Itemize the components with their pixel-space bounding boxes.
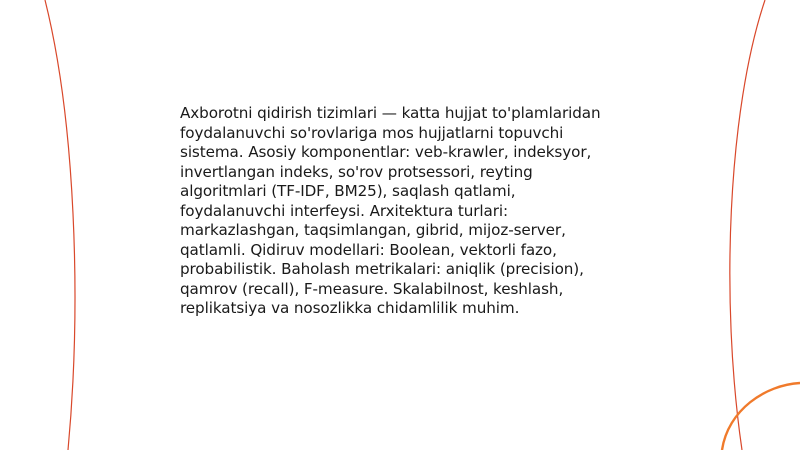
left-arc-decoration bbox=[45, 0, 75, 450]
slide-body-text: Axborotni qidirish tizimlari — katta hujjat to'plamlaridan foydalanuvchi so'rovlariga mos hujjatlarni topuvchi sistema. Asosiy komponentlar: veb-krawler, indeksyor, invertlangan indeks, so'rov protsessori, reyting algoritmlari (TF-IDF, BM25), saqlash qatlami, foydalanuvchi interfeysi. Arxitektura turlari: markazlashgan, taqsimlangan, gibrid, mijoz-server, qatlamli. Qidiruv modellari: Boolean, vektorli fazo, probabilistik. Baholash metrikalari: aniqlik (precision), qamrov (recall), F-measure. Skalabilnost, keshlash, replikatsiya va nosozlikka chidamlilik muhim. bbox=[180, 104, 601, 317]
right-arc-decoration bbox=[730, 0, 765, 450]
orange-arc-decoration bbox=[722, 383, 800, 450]
